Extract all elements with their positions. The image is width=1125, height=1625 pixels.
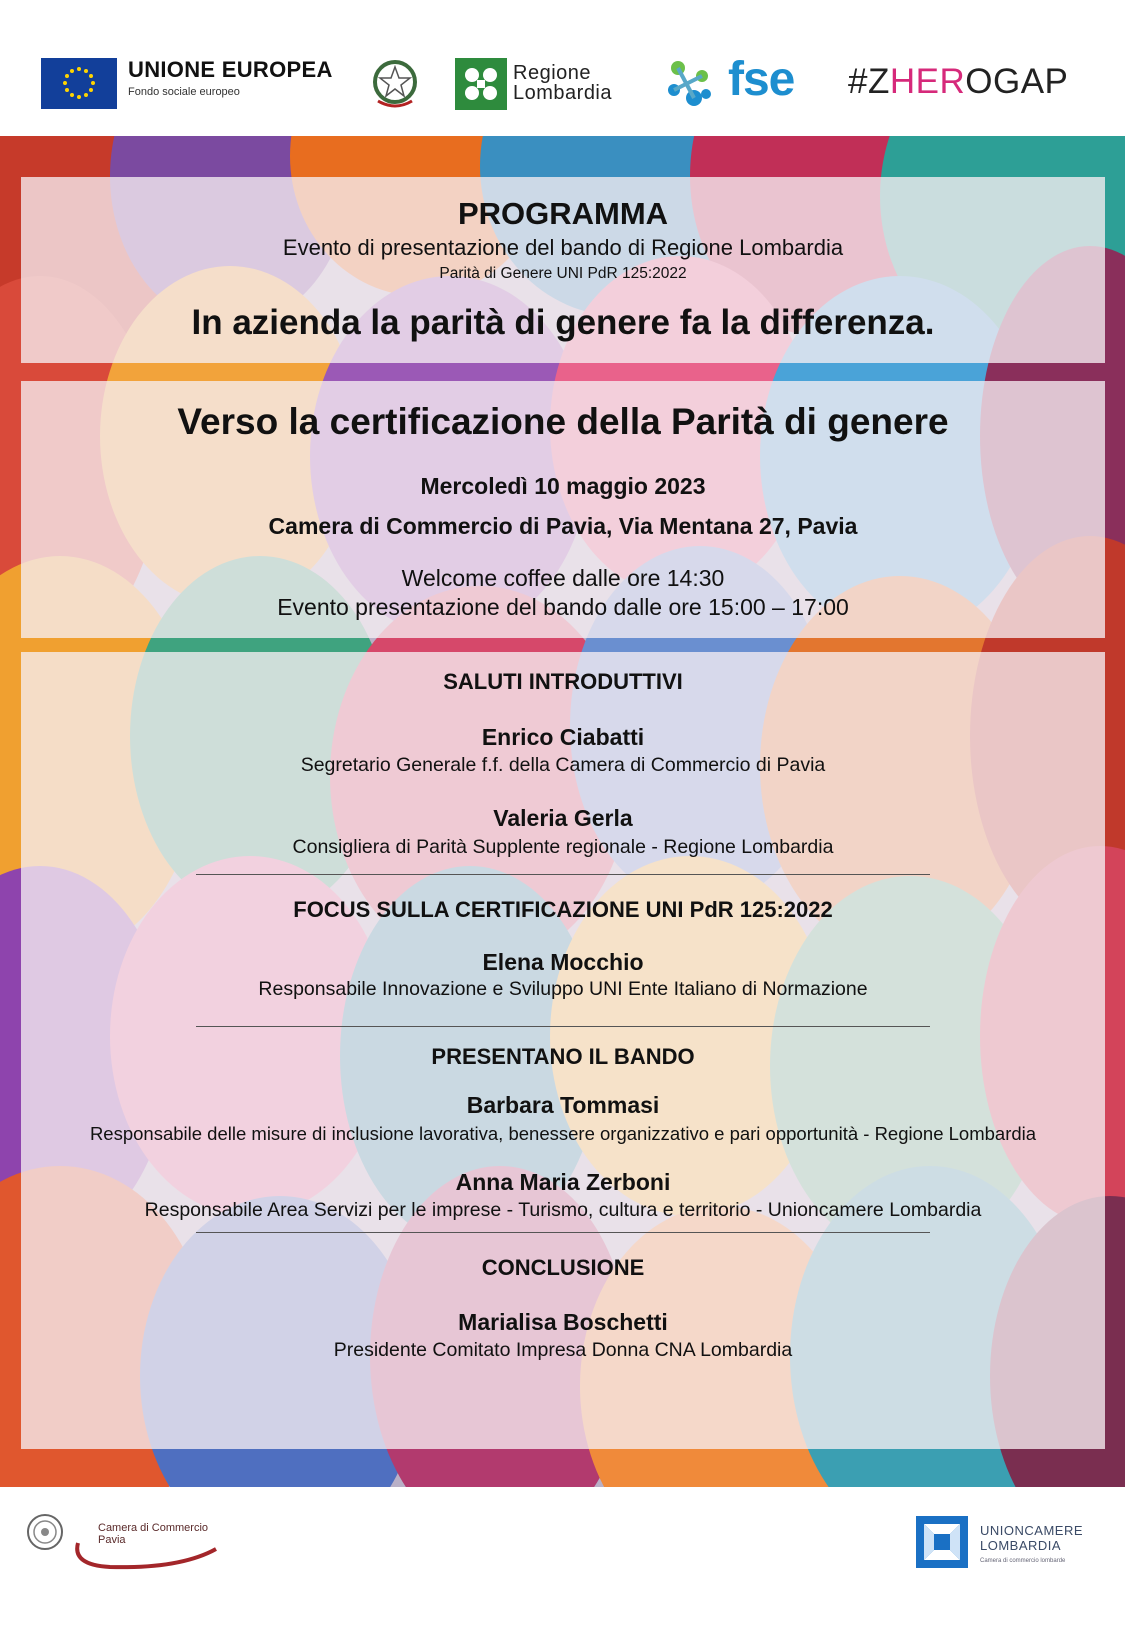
speaker-role: Responsabile Innovazione e Sviluppo UNI Ente Italiano di Normazione (258, 978, 868, 1000)
section-divider (196, 1232, 930, 1233)
speaker-role: Presidente Comitato Impresa Donna CNA Lombardia (333, 1339, 793, 1361)
unioncamere-subtext: Camera di commercio lombarde (980, 1558, 1066, 1564)
eu-subtitle: Fondo sociale europeo (128, 86, 240, 98)
logo-footer (0, 1487, 1125, 1625)
regione-line2: Lombardia (513, 82, 613, 104)
italian-republic-emblem-icon (370, 57, 420, 111)
speaker-role: Consigliera di Parità Supplente regionale - Regione Lombardia (292, 836, 834, 858)
intro-line1: Evento di presentazione del bando di Regione Lombardia (282, 235, 844, 260)
uc-line1: UNIONCAMERE (980, 1523, 1084, 1538)
cc-line1: Camera di Commercio (98, 1522, 209, 1534)
speaker-name: Anna Maria Zerboni (455, 1169, 671, 1195)
event-time-coffee: Welcome coffee dalle ore 14:30 (401, 565, 725, 591)
camera-commercio-seal-icon (26, 1513, 64, 1551)
intro-line2: Parità di Genere UNI PdR 125:2022 (439, 265, 687, 282)
event-title: Verso la certificazione della Parità di genere (177, 401, 949, 442)
eu-flag-logo (41, 58, 117, 109)
event-place: Camera di Commercio di Pavia, Via Mentana 27, Pavia (268, 513, 858, 539)
logo-header (0, 0, 1125, 136)
cc-line2: Pavia (98, 1534, 126, 1546)
speaker-name: Valeria Gerla (493, 805, 633, 831)
hashtag-prefix: #Z (848, 62, 890, 101)
speaker-name: Elena Mocchio (482, 949, 644, 975)
eu-title: UNIONE EUROPEA (128, 57, 333, 82)
intro-headline: In azienda la parità di genere fa la differenza. (191, 303, 935, 342)
section-divider (196, 874, 930, 875)
programme-title: PROGRAMMA (457, 196, 669, 231)
hashtag-suffix: OGAP (965, 62, 1069, 101)
fse-logo-text: fse (728, 53, 795, 106)
intro-panel (21, 177, 1105, 363)
section-title-focus: FOCUS SULLA CERTIFICAZIONE UNI PdR 125:2022 (293, 897, 833, 922)
fse-molecule-icon (664, 56, 716, 112)
speaker-name: Enrico Ciabatti (481, 724, 645, 750)
section-divider (196, 1026, 930, 1027)
event-date: Mercoledì 10 maggio 2023 (420, 473, 706, 499)
speaker-role: Responsabile Area Servizi per le imprese - Turismo, cultura e territorio - Unioncamere Lombardia (144, 1199, 982, 1221)
camera-commercio-swoosh-icon (70, 1533, 220, 1573)
hashtag-highlight: HER (889, 62, 966, 101)
section-title-bando: PRESENTANO IL BANDO (431, 1044, 695, 1069)
unioncamere-text (980, 1523, 1083, 1553)
regione-line1: Regione (513, 62, 592, 84)
speaker-name: Marialisa Boschetti (458, 1309, 668, 1335)
speaker-role: Responsabile delle misure di inclusione lavorativa, benessere organizzativo e pari opportunità - Regione Lombardia (89, 1123, 1037, 1144)
zherogap-hashtag (848, 62, 1068, 102)
regione-lombardia-text (513, 63, 612, 103)
program-panel (21, 652, 1105, 1449)
event-time-presentation: Evento presentazione del bando dalle ore 15:00 – 17:00 (277, 594, 849, 620)
section-title-saluti: SALUTI INTRODUTTIVI (443, 669, 683, 694)
unioncamere-logo (916, 1516, 968, 1568)
speaker-name: Barbara Tommasi (466, 1092, 660, 1118)
speaker-role: Segretario Generale f.f. della Camera di Commercio di Pavia (300, 754, 826, 776)
event-panel (21, 381, 1105, 638)
section-title-conclusione: CONCLUSIONE (481, 1255, 645, 1280)
uc-line2: LOMBARDIA (980, 1538, 1062, 1553)
regione-lombardia-logo (455, 58, 507, 110)
